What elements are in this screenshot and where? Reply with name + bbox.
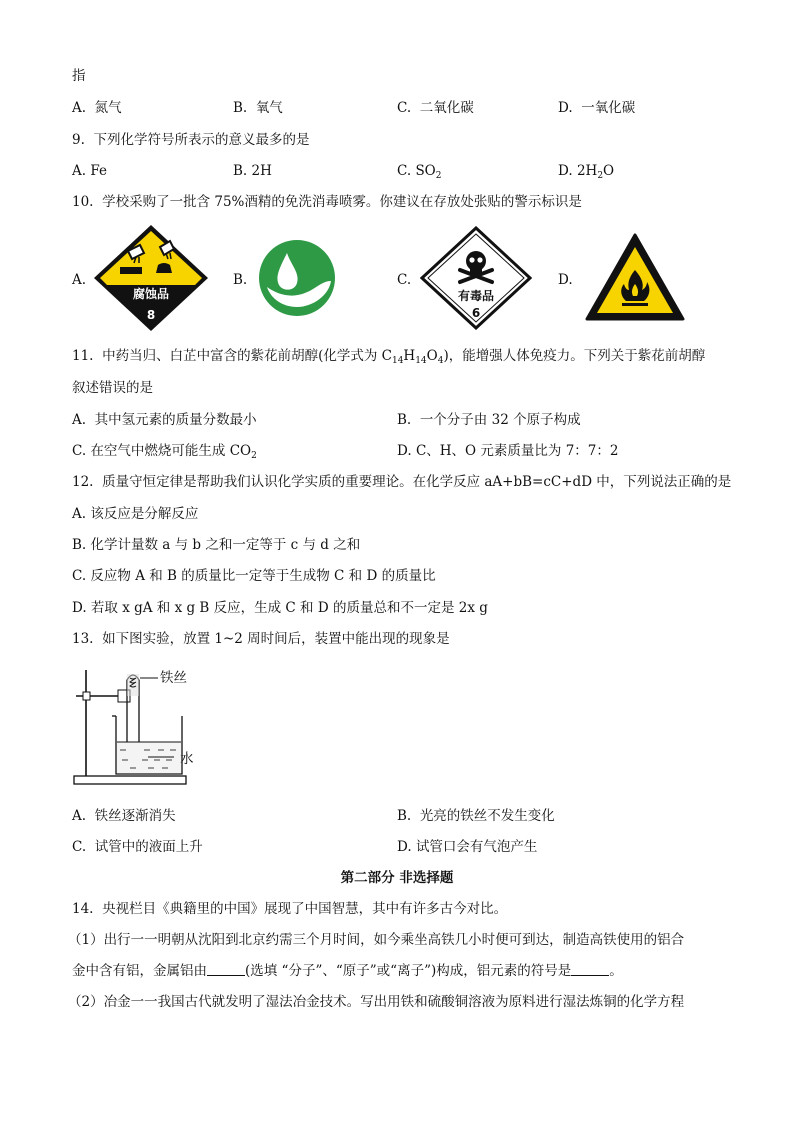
option-c[interactable]: C. 在空气中燃烧可能生成 $CO_2$ xyxy=(72,443,257,461)
water-saving-icon xyxy=(257,235,337,321)
option-b[interactable]: B. 氧气 xyxy=(233,100,283,116)
option-a[interactable]: A. 铁丝逐渐消失 xyxy=(72,808,176,824)
option-d[interactable]: D. 试管口会有气泡产生 xyxy=(397,839,538,855)
option-b[interactable]: B. 一个分子由 32 个原子构成 xyxy=(397,412,581,428)
option-b[interactable]: B. 光亮的铁丝不发生变化 xyxy=(397,808,555,824)
option-a-letter[interactable]: A. xyxy=(72,272,87,288)
option-a[interactable]: A. 该反应是分解反应 xyxy=(72,506,199,522)
toxic-number: 6 xyxy=(471,306,481,320)
option-d[interactable]: D. 若取 x gA 和 x g B 反应，生成 C 和 D 的质量总和不一定是 2x g xyxy=(72,600,488,616)
option-a[interactable]: A. Fe xyxy=(72,163,107,179)
question-11-stem: 11. 中药当归、白芷中富含的紫花前胡醇(化学式为 $C_{14}H_{14}O_4$)，能增强人体免疫力。下列关于紫花前胡醇 xyxy=(72,348,706,366)
option-b[interactable]: B. 化学计量数 a 与 b 之和一定等于 c 与 d 之和 xyxy=(72,537,361,553)
answer-blank-1[interactable] xyxy=(207,963,245,976)
option-d[interactable]: D. $2H_2O$ xyxy=(558,163,615,181)
corrosive-icon xyxy=(92,223,210,333)
option-d-letter[interactable]: D. xyxy=(558,272,573,288)
corrosive-label: 腐蚀品 xyxy=(132,287,170,301)
option-c[interactable]: C. 反应物 A 和 B 的质量比一定等于生成物 C 和 D 的质量比 xyxy=(72,568,436,584)
answer-blank-2[interactable] xyxy=(571,963,609,976)
option-d[interactable]: D. C、H、O 元素质量比为 7：7：2 xyxy=(397,443,619,459)
corrosive-number: 8 xyxy=(146,308,156,322)
continued-text: 指 xyxy=(72,68,86,84)
water-label: 水 xyxy=(180,751,194,767)
question-12-stem: 12. 质量守恒定律是帮助我们认识化学实质的重要理论。在化学反应 aA+bB=cC+dD 中，下列说法正确的是 xyxy=(72,474,732,490)
question-14-part-1-line2: 金中含有铝，金属铝由 (选填 “分子”、“原子”或“离子”)构成，铝元素的符号是 。 xyxy=(72,963,623,979)
question-14-stem: 14. 央视栏目《典籍里的中国》展现了中国智慧，其中有许多古今对比。 xyxy=(72,901,508,917)
question-14-part-2: （2）冶金一一我国古代就发明了湿法冶金技术。写出用铁和硫酸铜溶液为原料进行湿法炼铜的化学方程 xyxy=(68,994,685,1010)
option-c[interactable]: C. $SO_2$ xyxy=(397,163,442,181)
iron-wire-label: 铁丝 xyxy=(160,670,187,686)
option-b[interactable]: B. 2H xyxy=(233,163,272,179)
section-heading: 第二部分 非选择题 xyxy=(340,870,454,886)
question-10-stem: 10. 学校采购了一批含 75%酒精的免洗消毒喷雾。你建议在存放处张贴的警示标识是 xyxy=(72,194,582,210)
option-c-letter[interactable]: C. xyxy=(397,272,412,288)
option-c[interactable]: C. 二氧化碳 xyxy=(397,100,474,116)
question-13-stem: 13. 如下图实验，放置 1~2 周时间后，装置中能出现的现象是 xyxy=(72,631,450,647)
toxic-icon xyxy=(420,226,532,330)
flammable-icon xyxy=(584,232,686,322)
toxic-label: 有毒品 xyxy=(457,289,495,303)
question-9-stem: 9. 下列化学符号所表示的意义最多的是 xyxy=(72,132,310,148)
option-a[interactable]: A. 氮气 xyxy=(72,100,122,116)
option-a[interactable]: A. 其中氢元素的质量分数最小 xyxy=(72,412,257,428)
question-14-part-1: （1）出行一一明朝从沈阳到北京约需三个月时间，如今乘坐高铁几小时便可到达，制造高铁使用的铝合 xyxy=(68,932,685,948)
option-d[interactable]: D. 一氧化碳 xyxy=(558,100,636,116)
option-c[interactable]: C. 试管中的液面上升 xyxy=(72,839,203,855)
option-b-letter[interactable]: B. xyxy=(233,272,248,288)
question-11-stem-line2: 叙述错误的是 xyxy=(72,380,153,396)
